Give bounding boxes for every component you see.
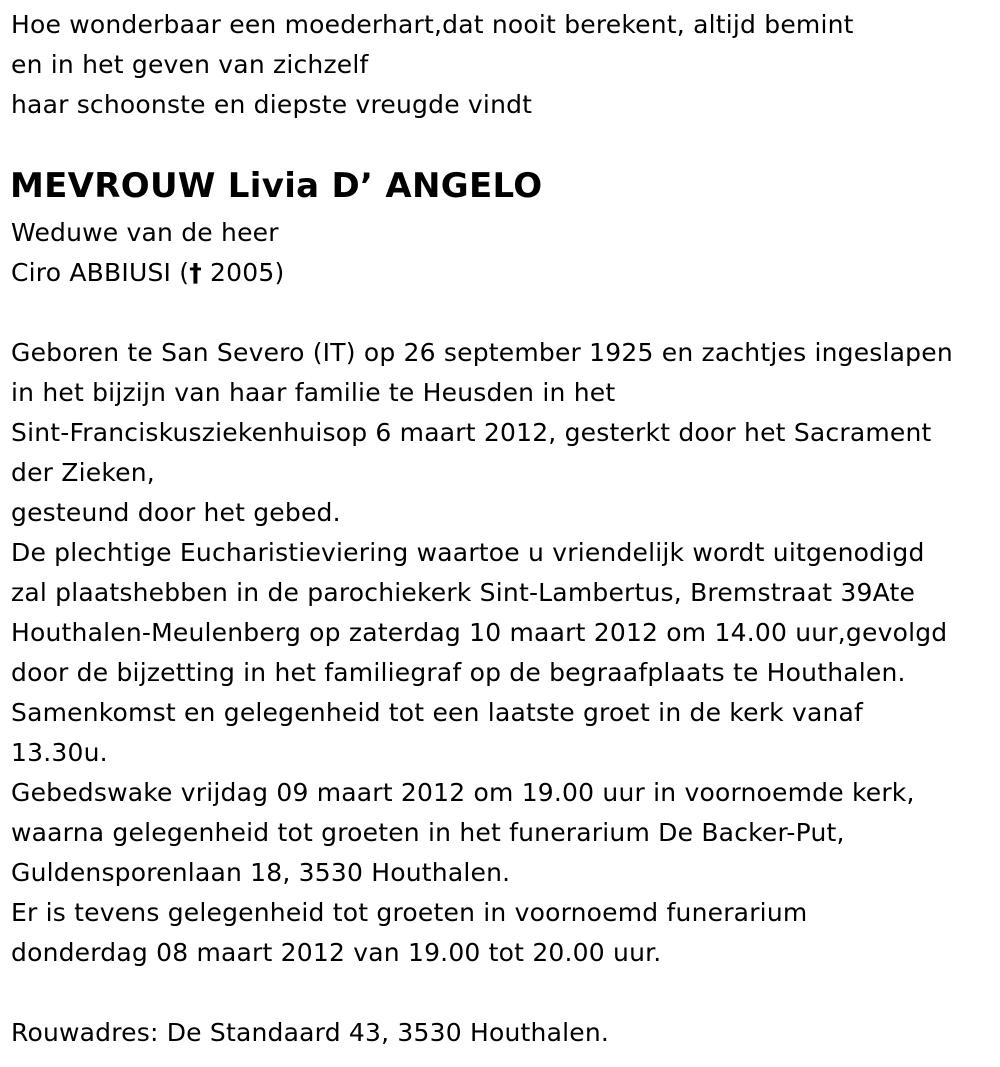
cross-icon: † — [189, 258, 202, 287]
body-line: Houthalen-Meulenberg op zaterdag 10 maart 2012 om 14.00 uur,gevolgd — [11, 618, 948, 647]
deceased-name-heading: MEVROUW Livia D’ ANGELO — [10, 166, 543, 206]
spouse-death-year: 2005) — [201, 258, 285, 287]
body-line: De plechtige Eucharistieviering waartoe u vriendelijk wordt uitgenodigd — [11, 538, 925, 567]
body-line: waarna gelegenheid tot groeten in het funerarium De Backer-Put, — [11, 818, 845, 847]
body-line: Samenkomst en gelegenheid tot een laatste groet in de kerk vanaf — [11, 698, 864, 727]
body-line: Er is tevens gelegenheid tot groeten in voornoemd funerarium — [11, 898, 808, 927]
body-line: donderdag 08 maart 2012 van 19.00 tot 20.00 uur. — [11, 938, 662, 967]
mourning-address: Rouwadres: De Standaard 43, 3530 Houthalen. — [11, 1018, 610, 1047]
poem-line-3: haar schoonste en diepste vreugde vindt — [11, 90, 533, 119]
body-line: Gebedswake vrijdag 09 maart 2012 om 19.00 uur in voornoemde kerk, — [11, 778, 915, 807]
spouse-line — [11, 258, 284, 288]
body-line: Geboren te San Severo (IT) op 26 september 1925 en zachtjes ingeslapen — [11, 338, 953, 367]
body-line: 13.30u. — [11, 738, 108, 767]
body-line: Sint-Franciskusziekenhuisop 6 maart 2012, gesterkt door het Sacrament — [11, 418, 932, 447]
widow-line: Weduwe van de heer — [11, 218, 279, 247]
body-line: Guldensporenlaan 18, 3530 Houthalen. — [11, 858, 511, 887]
poem-line-2: en in het geven van zichzelf — [11, 50, 369, 79]
poem-line-1: Hoe wonderbaar een moederhart,dat nooit berekent, altijd bemint — [11, 10, 854, 39]
body-line: in het bijzijn van haar familie te Heusden in het — [11, 378, 616, 407]
body-line: gesteund door het gebed. — [11, 498, 341, 527]
body-line: zal plaatshebben in de parochiekerk Sint-Lambertus, Bremstraat 39Ate — [11, 578, 916, 607]
body-line: door de bijzetting in het familiegraf op de begraafplaats te Houthalen. — [11, 658, 906, 687]
body-line: der Zieken, — [11, 458, 155, 487]
spouse-name: Ciro ABBIUSI ( — [11, 258, 190, 287]
